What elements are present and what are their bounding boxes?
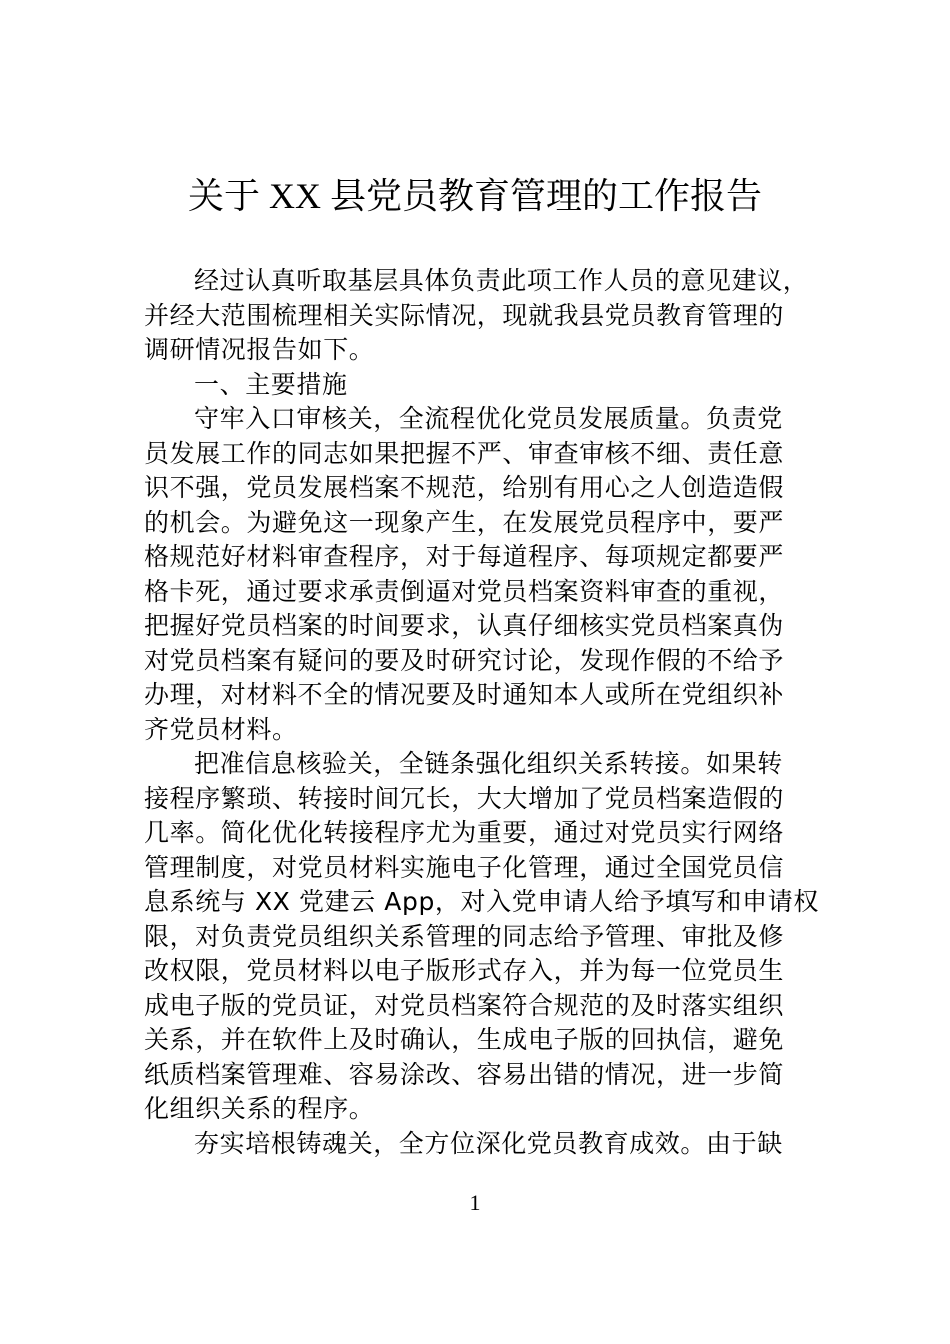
paragraph-line: 员发展工作的同志如果把握不严、审查审核不细、责任意 [144,438,785,468]
paragraph-line: 办理，对材料不全的情况要及时通知本人或所在党组织补 [144,680,785,709]
paragraph-line: 把准信息核验关，全链条强化组织关系转接。如果转 [194,749,783,778]
paragraph-line: 齐党员材料。 [144,714,298,744]
paragraph-line: 经过认真听取基层具体负责此项工作人员的意见建议， [194,266,809,295]
paragraph-line: 并经大范围梳理相关实际情况，现就我县党员教育管理的 [144,300,785,330]
paragraph-line: 息系统与 XX 党建云 App，对入党申请人给予填写和申请权 [144,887,819,916]
paragraph-line: 关系，并在软件上及时确认，生成电子版的回执信，避免 [144,1025,785,1054]
paragraph-line: 对党员档案有疑问的要及时研究讨论，发现作假的不给予 [144,645,785,675]
paragraph-line: 管理制度，对党员材料实施电子化管理，通过全国党员信 [144,852,785,882]
paragraph-line: 限，对负责党员组织关系管理的同志给予管理、审批及修 [144,921,785,951]
paragraph-line: 夯实培根铸魂关，全方位深化党员教育成效。由于缺 [194,1128,783,1158]
paragraph-line: 化组织关系的程序。 [144,1094,375,1123]
section-heading: 一、主要措施 [194,369,348,399]
paragraph-line: 几率。简化优化转接程序尤为重要，通过对党员实行网络 [144,818,785,847]
paragraph-line: 把握好党员档案的时间要求，认真仔细核实党员档案真伪 [144,611,785,640]
paragraph-line: 的机会。为避免这一现象产生，在发展党员程序中，要严 [144,507,785,537]
page-number: 1 [469,1190,481,1215]
paragraph-line: 守牢入口审核关，全流程优化党员发展质量。负责党 [194,404,783,433]
paragraph-line: 格规范好材料审查程序，对于每道程序、每项规定都要严 [144,542,785,571]
document-title: 关于 XX 县党员教育管理的工作报告 [188,176,762,216]
paragraph-line: 调研情况报告如下。 [144,335,375,364]
paragraph-line: 格卡死，通过要求承责倒逼对党员档案资料审查的重视， [144,576,785,606]
paragraph-line: 识不强，党员发展档案不规范，给别有用心之人创造造假 [144,473,785,502]
paragraph-line: 纸质档案管理难、容易涂改、容易出错的情况，进一步简 [144,1059,785,1089]
paragraph-line: 改权限，党员材料以电子版形式存入，并为每一位党员生 [144,956,785,985]
paragraph-line: 接程序繁琐、转接时间冗长，大大增加了党员档案造假的 [144,783,785,813]
paragraph-line: 成电子版的党员证，对党员档案符合规范的及时落实组织 [144,990,785,1020]
document-body [144,264,819,1161]
